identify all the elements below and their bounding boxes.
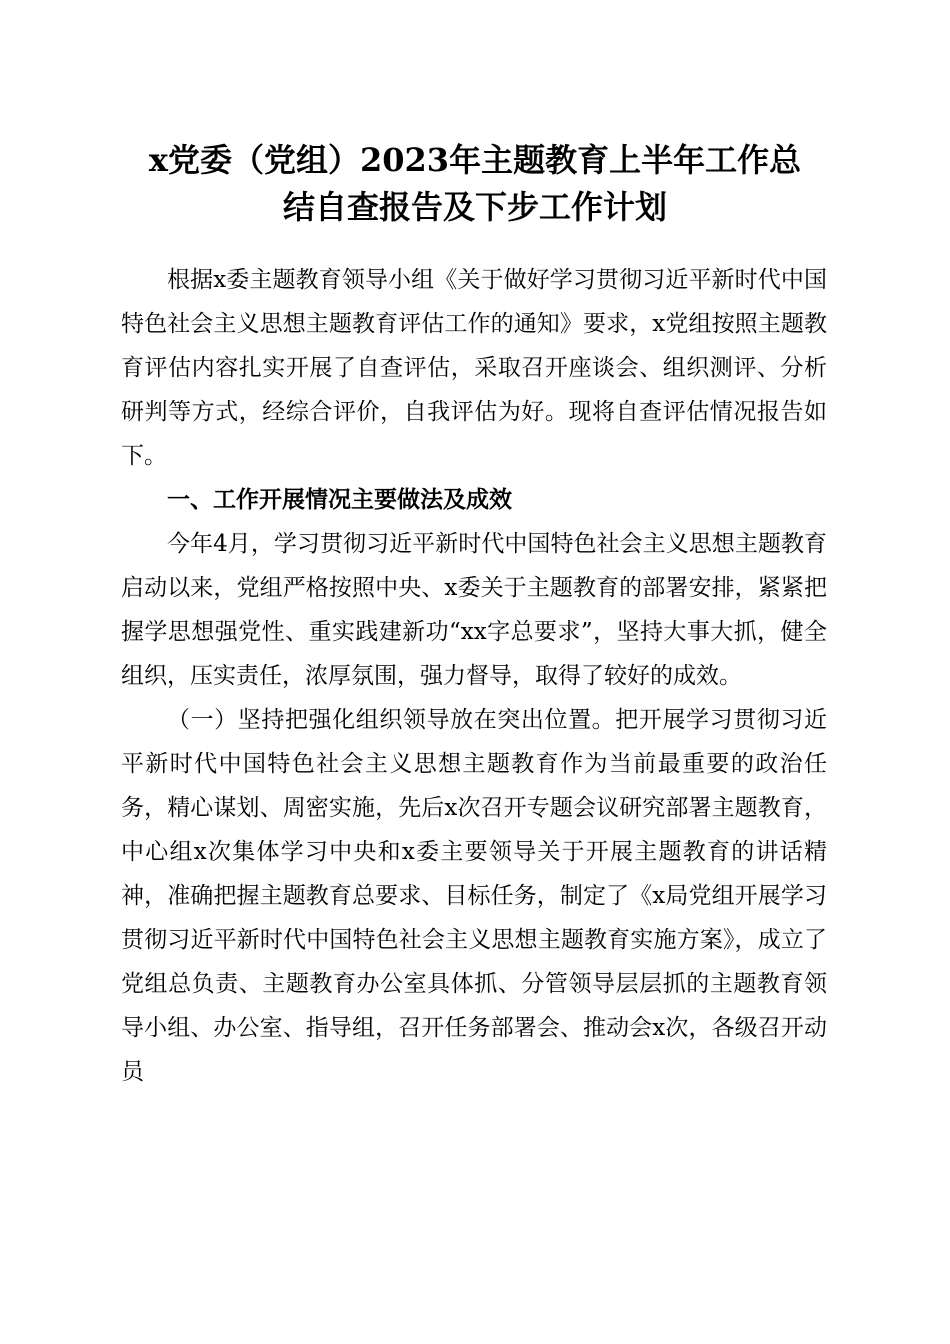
subsection-1-paragraph <box>121 698 827 1094</box>
title-line-1: x党委（党组）2023年主题教育上半年工作总 <box>148 141 802 179</box>
subsection-1-lead: （一）坚持把强化组织领导放在突出位置。 <box>167 707 616 733</box>
intro-paragraph: 根据x委主题教育领导小组《关于做好学习贯彻习近平新时代中国特色社会主义思想主题教育评估工作的通知》要求，x党组按照主题教育评估内容扎实开展了自查评估，采取召开座谈会、组织测评、分析研判等方式，经综合评价，自我评估为好。现将自查评估情况报告如下。 <box>121 267 827 469</box>
title-line-2: 结自查报告及下步工作计划 <box>282 188 667 226</box>
subsection-1-text: 把开展学习贯彻习近平新时代中国特色社会主义思想主题教育作为当前最重要的政治任务，精心谋划、周密实施，先后x次召开专题会议研究部署主题教育，中心组x次集体学习中央和x委主要领导关于开展主题教育的讲话精神，准确把握主题教育总要求、目标任务，制定了《x局党组开展学习贯彻习近平新时代中国特色社会主义思想主题教育实施方案》，成立了党组总负责、主题教育办公室具体抓、分管领导层层抓的主题教育领导小组、办公室、指导组，召开任务部署会、推动会x次，各级召开动员 <box>121 707 828 1085</box>
document-title <box>110 137 840 231</box>
section-1-paragraph: 今年4月，学习贯彻习近平新时代中国特色社会主义思想主题教育启动以来，党组严格按照中央、x委关于主题教育的部署安排，紧紧把握学思想强党性、重实践建新功“xx字总要求”，坚持大事大抓，健全组织，压实责任，浓厚氛围，强力督导，取得了较好的成效。 <box>121 531 827 689</box>
document-body <box>121 258 827 1094</box>
section-heading-1: 一、工作开展情况主要做法及成效 <box>167 487 512 513</box>
